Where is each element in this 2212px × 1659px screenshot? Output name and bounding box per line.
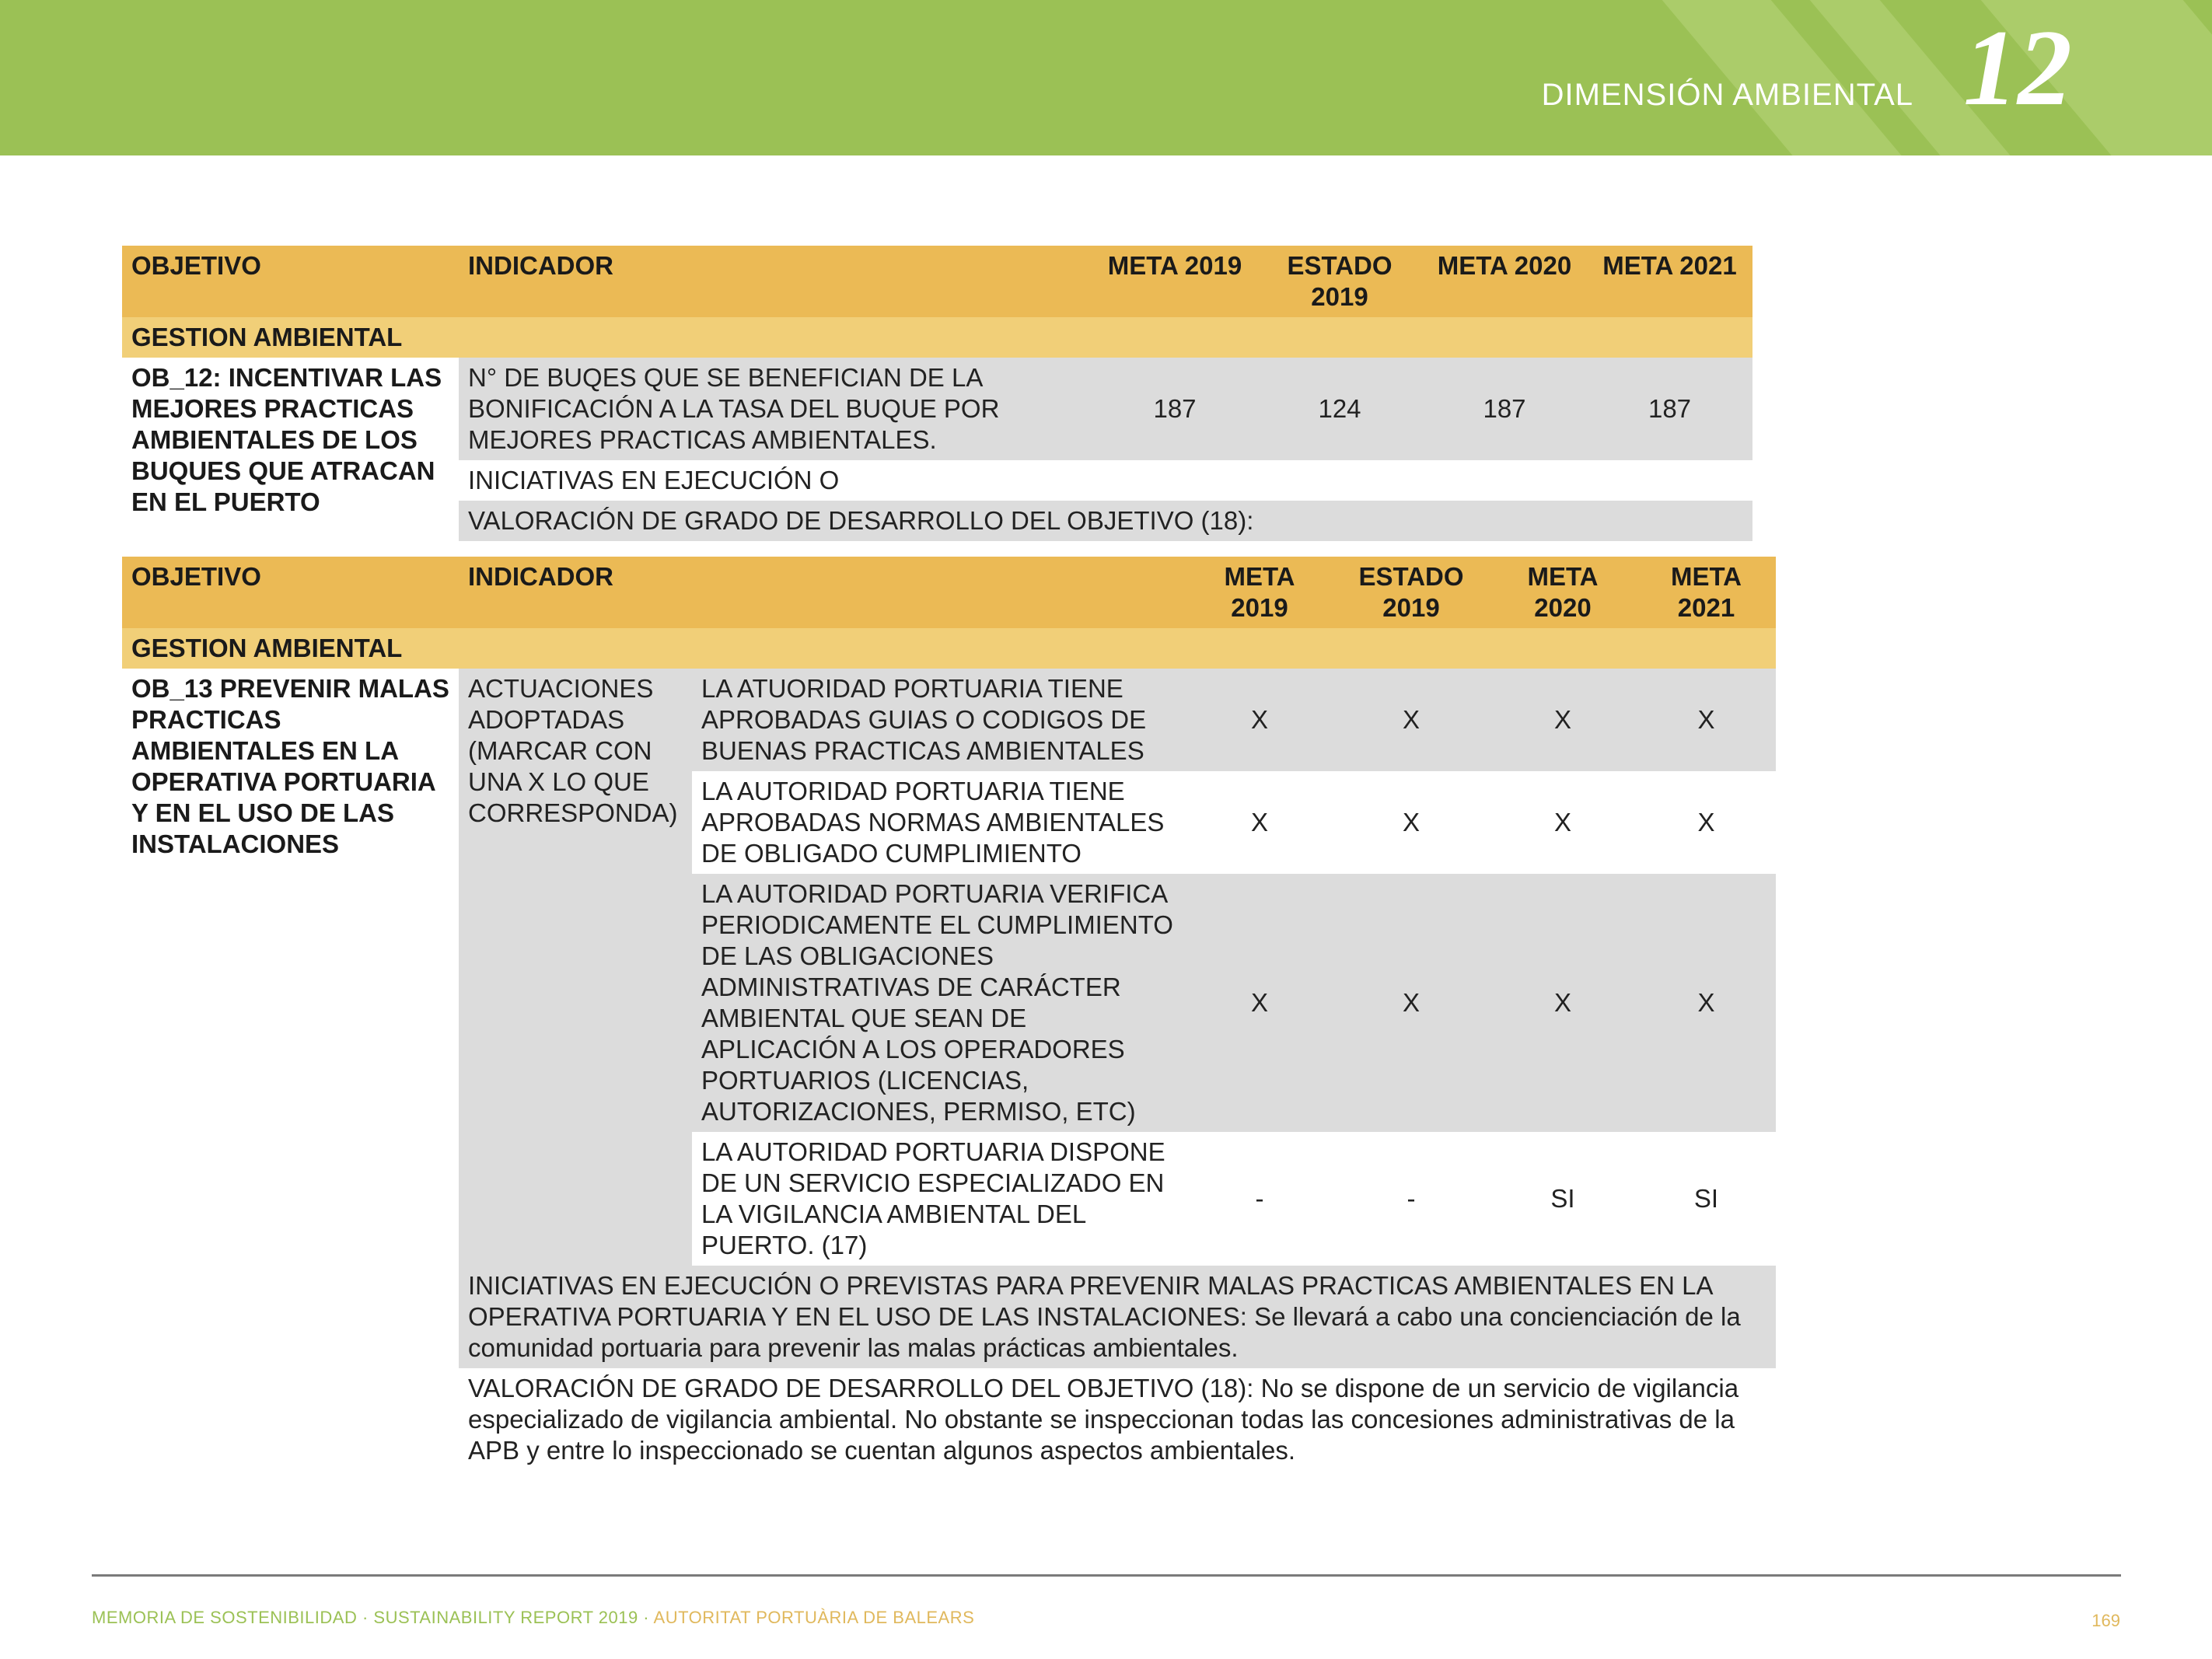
chapter-number: 12 xyxy=(1963,8,2072,128)
indicator-text: LA ATUORIDAD PORTUARIA TIENE APROBADAS GUIAS O CODIGOS DE BUENAS PRACTICAS AMBIENTALES xyxy=(692,669,1186,771)
meta-2021-value: X xyxy=(1637,874,1776,1132)
estado-2019-value: - xyxy=(1333,1132,1489,1266)
footer-organization: AUTORITAT PORTUÀRIA DE BALEARS xyxy=(653,1608,975,1627)
meta-2019-value: - xyxy=(1186,1132,1333,1266)
estado-2019-value: X xyxy=(1333,771,1489,874)
header-estado-2019: ESTADO 2019 xyxy=(1333,557,1489,628)
group-label: GESTION AMBIENTAL xyxy=(122,317,1752,358)
footer-text xyxy=(92,1608,974,1628)
objective-table-1 xyxy=(122,246,1752,541)
indicator-text: LA AUTORIDAD PORTUARIA TIENE APROBADAS NORMAS AMBIENTALES DE OBLIGADO CUMPLIMIENTO xyxy=(692,771,1186,874)
meta-2021-value: X xyxy=(1637,669,1776,771)
header-meta-2021: META 2021 xyxy=(1637,557,1776,628)
group-row xyxy=(122,628,1776,669)
assessment-text: VALORACIÓN DE GRADO DE DESARROLLO DEL OBJETIVO (18): No se dispone de un servicio de vigilancia especializado de vigilancia ambiental. No obstante se inspeccionan todas las concesiones administrativas de la APB y entre lo inspeccionado se cuentan algunos aspectos ambientales. xyxy=(459,1368,1776,1471)
meta-2021-value: 187 xyxy=(1587,358,1752,460)
initiatives-text: INICIATIVAS EN EJECUCIÓN O xyxy=(459,460,1752,501)
meta-2020-value: X xyxy=(1489,874,1637,1132)
footer-report-title: MEMORIA DE SOSTENIBILIDAD · SUSTAINABILITY REPORT 2019 · xyxy=(92,1608,650,1627)
estado-2019-value: 124 xyxy=(1257,358,1422,460)
header-objetivo: OBJETIVO xyxy=(122,246,459,317)
section-title: DIMENSIÓN AMBIENTAL xyxy=(1541,78,1913,112)
header-meta-2021: META 2021 xyxy=(1587,246,1752,317)
header-meta-2020: META 2020 xyxy=(1422,246,1587,317)
table-row xyxy=(122,358,1752,460)
header-objetivo: OBJETIVO xyxy=(122,557,459,628)
page-number: 169 xyxy=(2091,1611,2120,1630)
header-meta-2020: META 2020 xyxy=(1489,557,1637,628)
table-header-row xyxy=(122,557,1776,628)
objective-table-2 xyxy=(122,557,1776,1471)
meta-2021-value: X xyxy=(1637,771,1776,874)
indicator-text: N° DE BUQES QUE SE BENEFICIAN DE LA BONIFICACIÓN A LA TASA DEL BUQUE POR MEJORES PRACTICAS AMBIENTALES. xyxy=(459,358,1092,460)
header-meta-2019: META 2019 xyxy=(1092,246,1257,317)
meta-2020-value: SI xyxy=(1489,1132,1637,1266)
objective-text: OB_13 PREVENIR MALAS PRACTICAS AMBIENTALES EN LA OPERATIVA PORTUARIA Y EN EL USO DE LAS INSTALACIONES xyxy=(122,669,459,1471)
indicator-group-text: ACTUACIONES ADOPTADAS (MARCAR CON UNA X LO QUE CORRESPONDA) xyxy=(459,669,692,1266)
estado-2019-value: X xyxy=(1333,669,1489,771)
group-row xyxy=(122,317,1752,358)
meta-2019-value: X xyxy=(1186,874,1333,1132)
meta-2019-value: X xyxy=(1186,669,1333,771)
indicator-text: LA AUTORIDAD PORTUARIA DISPONE DE UN SERVICIO ESPECIALIZADO EN LA VIGILANCIA AMBIENTAL DEL PUERTO. (17) xyxy=(692,1132,1186,1266)
header-indicador: INDICADOR xyxy=(459,557,1186,628)
meta-2019-value: 187 xyxy=(1092,358,1257,460)
meta-2021-value: SI xyxy=(1637,1132,1776,1266)
footer-divider xyxy=(92,1574,2121,1577)
assessment-text: VALORACIÓN DE GRADO DE DESARROLLO DEL OBJETIVO (18): xyxy=(459,501,1752,541)
estado-2019-value: X xyxy=(1333,874,1489,1132)
header-meta-2019: META 2019 xyxy=(1186,557,1333,628)
table-row xyxy=(122,669,1776,771)
meta-2020-value: X xyxy=(1489,669,1637,771)
meta-2020-value: 187 xyxy=(1422,358,1587,460)
meta-2019-value: X xyxy=(1186,771,1333,874)
table-header-row xyxy=(122,246,1752,317)
group-label: GESTION AMBIENTAL xyxy=(122,628,1776,669)
objective-text: OB_12: INCENTIVAR LAS MEJORES PRACTICAS AMBIENTALES DE LOS BUQUES QUE ATRACAN EN EL PUERTO xyxy=(122,358,459,541)
header-indicador: INDICADOR xyxy=(459,246,1092,317)
initiatives-text: INICIATIVAS EN EJECUCIÓN O PREVISTAS PARA PREVENIR MALAS PRACTICAS AMBIENTALES EN LA OPERATIVA PORTUARIA Y EN EL USO DE LAS INSTALACIONES: Se llevará a cabo una concienciación de la comunidad portuaria para prevenir las malas prácticas ambientales. xyxy=(459,1266,1776,1368)
indicator-text: LA AUTORIDAD PORTUARIA VERIFICA PERIODICAMENTE EL CUMPLIMIENTO DE LAS OBLIGACIONES ADMINISTRATIVAS DE CARÁCTER AMBIENTAL QUE SEAN DE APLICACIÓN A LOS OPERADORES PORTUARIOS (LICENCIAS, AUTORIZACIONES, PERMISO, ETC) xyxy=(692,874,1186,1132)
header-band xyxy=(0,0,2212,155)
meta-2020-value: X xyxy=(1489,771,1637,874)
header-estado-2019: ESTADO 2019 xyxy=(1257,246,1422,317)
